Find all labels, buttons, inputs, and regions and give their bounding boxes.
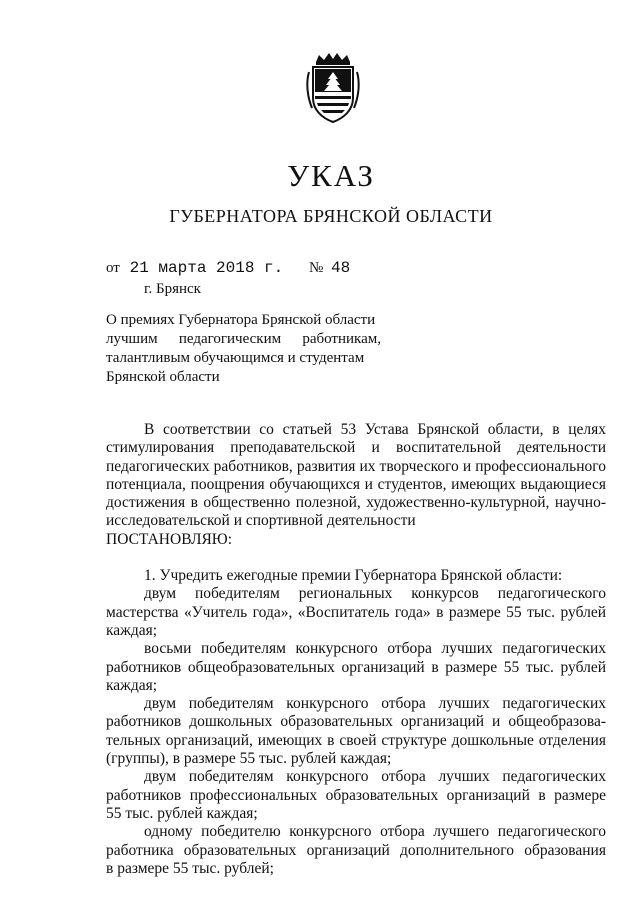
number-label: №: [308, 260, 324, 276]
document-city: г. Брянск: [144, 281, 201, 297]
item-line: мастерства «Учитель года», «Воспитатель года» в размере 55 тыс. рублей: [106, 603, 606, 621]
preamble-line: потенциала, поощрения обучающихся и студентов, имеющих выдающиеся: [106, 475, 606, 493]
document-subject: [106, 311, 381, 387]
document-subtitle: ГУБЕРНАТОРА БРЯНСКОЙ ОБЛАСТИ: [169, 206, 493, 226]
subject-line: лучшим педагогическим работникам,: [106, 331, 381, 347]
item-line: работника образовательных организаций дополнительного образования: [106, 841, 606, 859]
item-line: восьми победителям конкурсного отбора лучших педагогических: [144, 640, 606, 658]
document-body: [106, 421, 606, 878]
preamble-line: стимулирования преподавательской и воспитательной деятельности: [106, 439, 606, 457]
preamble-line: исследовательской и спортивной деятельности: [106, 512, 416, 530]
item-line: двум победителям конкурсного отбора лучших педагогических: [144, 695, 606, 713]
item-line: двум победителям конкурсного отбора лучших педагогических: [144, 768, 606, 786]
item-line: двум победителям региональных конкурсов педагогического: [144, 585, 606, 603]
document-title: УКАЗ: [287, 158, 375, 193]
item-line: (группы), в размере 55 тыс. рублей каждая;: [106, 750, 392, 768]
item-line: работников профессиональных образовательных организаций в размере: [106, 786, 606, 804]
item-line: 55 тыс. рублей каждая;: [106, 804, 258, 822]
subject-line: талантливым обучающимся и студентам: [106, 350, 365, 366]
item-line: одному победителю конкурсного отбора лучшего педагогического: [144, 823, 606, 841]
bryansk-coat-of-arms-icon: [304, 52, 362, 126]
preamble-line: педагогических работников, развития их творческого и профессионального: [106, 457, 606, 475]
preamble-line: достижения в общественно полезной, художественно-культурной, научно-: [106, 494, 606, 512]
item-line: каждая;: [106, 676, 158, 694]
document-date: 21 марта 2018 г.: [129, 259, 284, 277]
item-line: работников общеобразовательных организаций в размере 55 тыс. рублей: [106, 658, 606, 676]
decree-keyword: ПОСТАНОВЛЯЮ:: [106, 530, 233, 548]
subject-line: О премиях Губернатора Брянской области: [106, 312, 376, 328]
date-number-line: [106, 258, 350, 278]
item-line: каждая;: [106, 621, 158, 639]
subject-line: Брянской области: [106, 369, 220, 385]
preamble-line: В соответствии со статьей 53 Устава Брянской области, в целях: [144, 421, 606, 438]
item-line: работников дошкольных образовательных организаций и общеобразова-: [106, 713, 606, 731]
document-number: 48: [331, 259, 351, 277]
item-line: в размере 55 тыс. рублей;: [106, 859, 274, 877]
date-prefix: от: [106, 260, 120, 276]
item-line: тельных организаций, имеющих в своей структуре дошкольные отделения: [106, 731, 606, 749]
item-heading: 1. Учредить ежегодные премии Губернатора Брянской области:: [144, 567, 563, 585]
